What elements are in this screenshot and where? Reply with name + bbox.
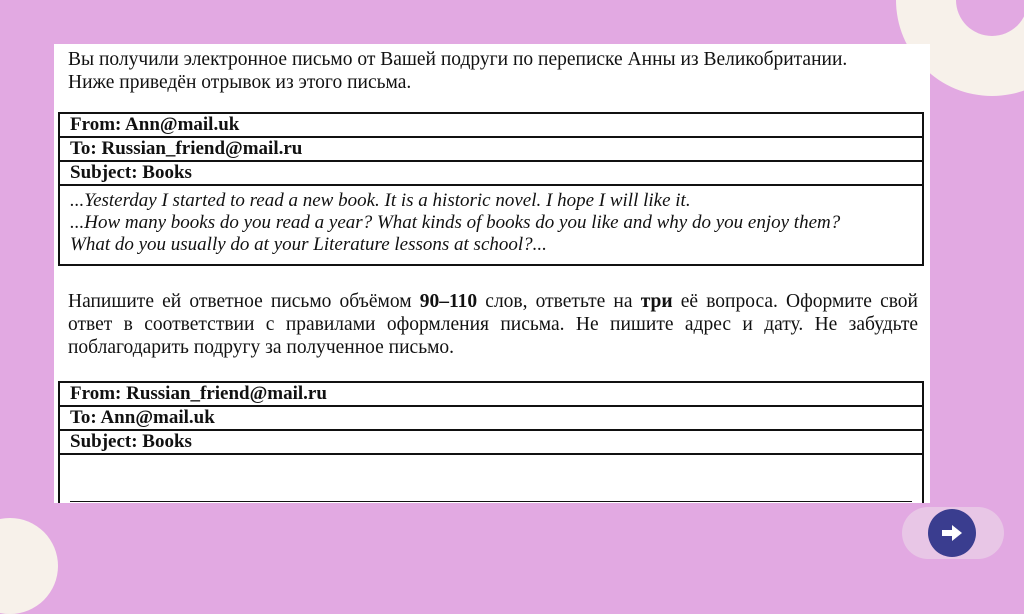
intro-text bbox=[68, 48, 918, 94]
task-instructions bbox=[68, 290, 918, 359]
answer-area[interactable] bbox=[60, 455, 922, 503]
email-from: From: Ann@mail.uk bbox=[60, 114, 922, 138]
email-to: To: Russian_friend@mail.ru bbox=[60, 138, 922, 162]
email-body-line: ...Yesterday I started to read a new book. It is a historic novel. I hope I will like it. bbox=[70, 190, 691, 211]
reply-to: To: Ann@mail.uk bbox=[60, 407, 922, 431]
word-count: 90–110 bbox=[419, 291, 478, 312]
reply-email-box bbox=[58, 381, 924, 503]
reply-from: From: Russian_friend@mail.ru bbox=[60, 383, 922, 407]
email-subject: Subject: Books bbox=[60, 162, 922, 186]
next-slide-button[interactable] bbox=[928, 509, 976, 557]
task-text: слов, ответьте на bbox=[477, 291, 641, 312]
answer-line bbox=[70, 501, 912, 502]
intro-line-2: Ниже приведён отрывок из этого письма. bbox=[68, 72, 412, 93]
email-body-line: What do you usually do at your Literature lessons at school?... bbox=[70, 234, 547, 255]
question-count: три bbox=[640, 291, 673, 312]
incoming-email-box bbox=[58, 112, 924, 266]
reply-subject: Subject: Books bbox=[60, 431, 922, 455]
task-text: Напишите ей ответное письмо объёмом bbox=[68, 291, 420, 312]
arrow-right-icon bbox=[940, 523, 964, 543]
task-text: её вопроса. Оформите свой ответ в соответствии с правилами оформления письма. Не пишите адрес и дату. Не забудьте поблагодарить подругу за полученное письмо. bbox=[68, 291, 918, 358]
task-sheet bbox=[54, 44, 930, 503]
intro-line-1: Вы получили электронное письмо от Вашей подруги по переписке Анны из Великобритании. bbox=[68, 49, 848, 70]
decorative-circle bbox=[0, 518, 58, 614]
email-body-line: ...How many books do you read a year? What kinds of books do you like and why do you enjoy them? bbox=[70, 212, 841, 233]
email-body bbox=[60, 186, 922, 264]
